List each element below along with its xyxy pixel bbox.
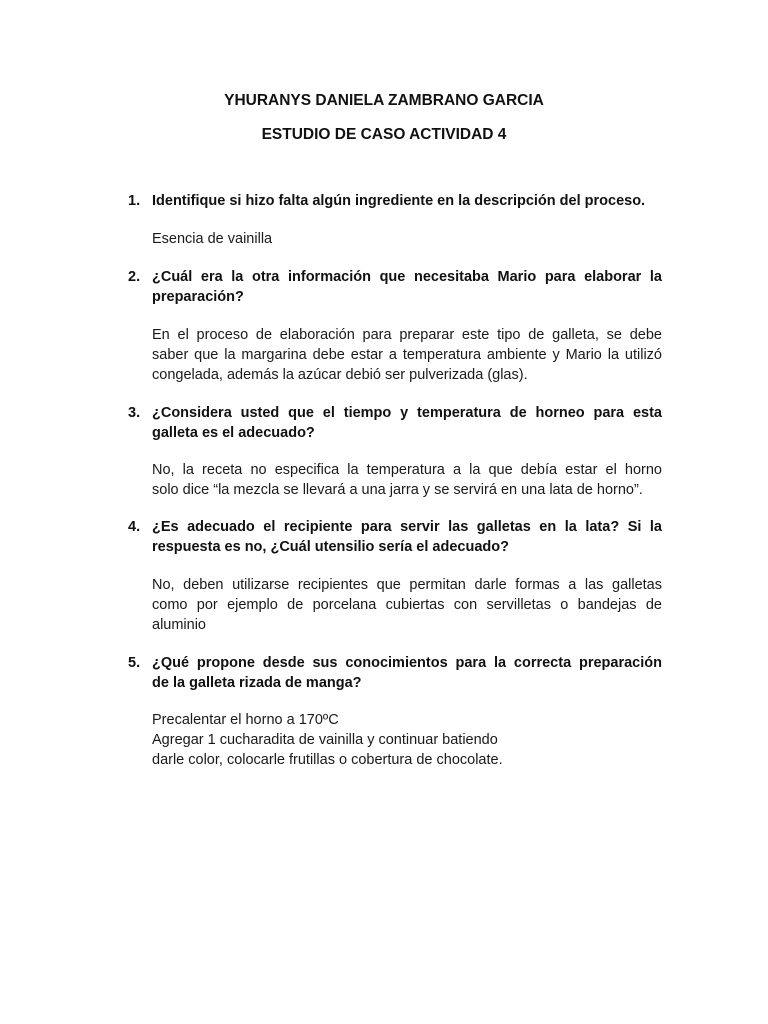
answer-5-line-3: darle color, colocarle frutillas o cobertura de chocolate.: [152, 752, 503, 768]
answer-3-line-1: No, la receta no especifica la temperatura a la que debía estar el horno: [152, 462, 662, 478]
answer-4-line-1: No, deben utilizarse recipientes que permitan darle formas a las galletas: [152, 577, 662, 593]
answer-3: [152, 460, 662, 500]
question-3: [152, 403, 662, 443]
question-5-line-2: de la galleta rizada de manga?: [152, 675, 362, 691]
question-2-line-1: ¿Cuál era la otra información que necesitaba Mario para elaborar la: [152, 269, 662, 285]
question-1-line-1: Identifique si hizo falta algún ingrediente en la descripción del proceso.: [152, 193, 646, 209]
answer-2-line-1: En el proceso de elaboración para preparar este tipo de galleta, se debe: [152, 327, 662, 343]
answer-1-line-1: Esencia de vainilla: [152, 231, 273, 247]
question-1: [152, 191, 662, 211]
answer-5-line-2: Agregar 1 cucharadita de vainilla y continuar batiendo: [152, 732, 498, 748]
question-4: [152, 517, 662, 557]
question-number-2: 2.: [128, 269, 141, 285]
question-5: [152, 653, 662, 693]
question-4-line-1: ¿Es adecuado el recipiente para servir las galletas en la lata? Si la: [152, 519, 662, 535]
question-number-4: 4.: [128, 519, 141, 535]
question-5-line-1: ¿Qué propone desde sus conocimientos para la correcta preparación: [152, 655, 662, 671]
document-title: ESTUDIO DE CASO ACTIVIDAD 4: [261, 126, 507, 143]
answer-1: [152, 229, 662, 249]
answer-2-line-3: congelada, además la azúcar debió ser pulverizada (glas).: [152, 367, 528, 383]
author-name: YHURANYS DANIELA ZAMBRANO GARCIA: [224, 92, 544, 109]
answer-4-line-3: aluminio: [152, 617, 206, 633]
question-2-line-2: preparación?: [152, 289, 244, 305]
answer-2: [152, 325, 662, 385]
answer-5: [152, 710, 662, 770]
answer-3-line-2: solo dice “la mezcla se llevará a una jarra y se servirá en una lata de horno”.: [152, 482, 643, 498]
answer-5-line-1: Precalentar el horno a 170ºC: [152, 712, 339, 728]
answer-4: [152, 575, 662, 635]
question-3-line-2: galleta es el adecuado?: [152, 425, 315, 441]
question-number-5: 5.: [128, 655, 141, 671]
answer-4-line-2: como por ejemplo de porcelana cubiertas con servilletas o bandejas de: [152, 597, 662, 613]
question-2: [152, 267, 662, 307]
question-4-line-2: respuesta es no, ¿Cuál utensilio sería el adecuado?: [152, 539, 509, 555]
answer-2-line-2: saber que la margarina debe estar a temperatura ambiente y Mario la utilizó: [152, 347, 662, 363]
question-number-3: 3.: [128, 405, 141, 421]
question-number-1: 1.: [128, 193, 141, 209]
question-3-line-1: ¿Considera usted que el tiempo y temperatura de horneo para esta: [152, 405, 662, 421]
